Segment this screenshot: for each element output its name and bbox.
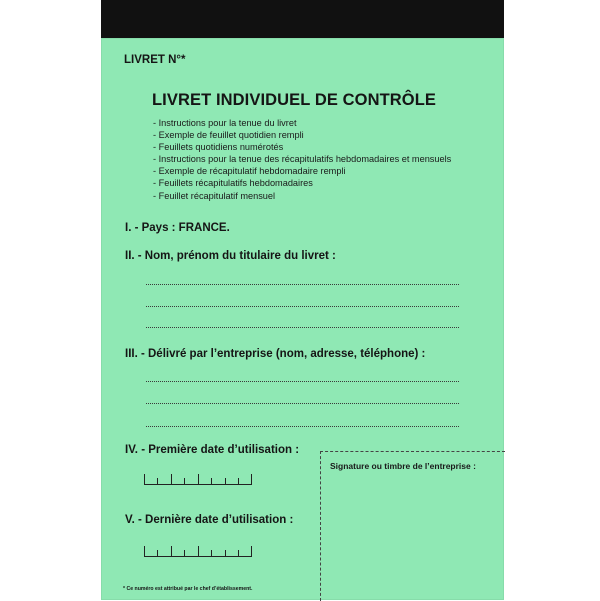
holder-name-line-3[interactable] xyxy=(146,327,459,328)
holder-name-line-2[interactable] xyxy=(146,306,459,307)
issued-by-label: III. - Délivré par l’entreprise (nom, adresse, téléphone) : xyxy=(125,348,426,360)
booklet-title: LIVRET INDIVIDUEL DE CONTRÔLE xyxy=(152,91,437,109)
contents-item: - Feuillets quotidiens numérotés xyxy=(153,142,284,153)
contents-item: - Instructions pour la tenue du livret xyxy=(153,118,297,128)
first-use-date-field[interactable] xyxy=(144,474,252,485)
contents-list xyxy=(153,117,451,202)
contents-item: - Exemple de feuillet quotidien rempli xyxy=(153,130,304,141)
booklet-binding xyxy=(101,0,504,42)
last-use-date-field[interactable] xyxy=(144,546,252,557)
issued-by-line-1[interactable] xyxy=(146,381,459,382)
last-use-date-label: V. - Dernière date d’utilisation : xyxy=(125,514,294,526)
first-use-date-label: IV. - Première date d’utilisation : xyxy=(125,444,300,456)
booklet-cover xyxy=(101,38,504,600)
contents-item: - Feuillet récapitulatif mensuel xyxy=(153,190,276,201)
issued-by-line-2[interactable] xyxy=(146,403,459,404)
signature-label: Signature ou timbre de l’entreprise : xyxy=(330,461,476,471)
footnote: * Ce numéro est attribué par le chef d’établissement. xyxy=(123,586,253,592)
booklet-number-label: LIVRET N°* xyxy=(124,54,186,66)
issued-by-line-3[interactable] xyxy=(146,426,459,427)
signature-box[interactable] xyxy=(320,451,505,601)
country-line: I. - Pays : FRANCE. xyxy=(125,222,230,234)
contents-item: - Instructions pour la tenue des récapitulatifs hebdomadaires et mensuels xyxy=(153,154,452,165)
holder-name-label: II. - Nom, prénom du titulaire du livret : xyxy=(125,250,336,262)
holder-name-line-1[interactable] xyxy=(146,284,459,285)
contents-item: - Feuillets récapitulatifs hebdomadaires xyxy=(153,178,313,189)
contents-item: - Exemple de récapitulatif hebdomadaire rempli xyxy=(153,166,346,177)
